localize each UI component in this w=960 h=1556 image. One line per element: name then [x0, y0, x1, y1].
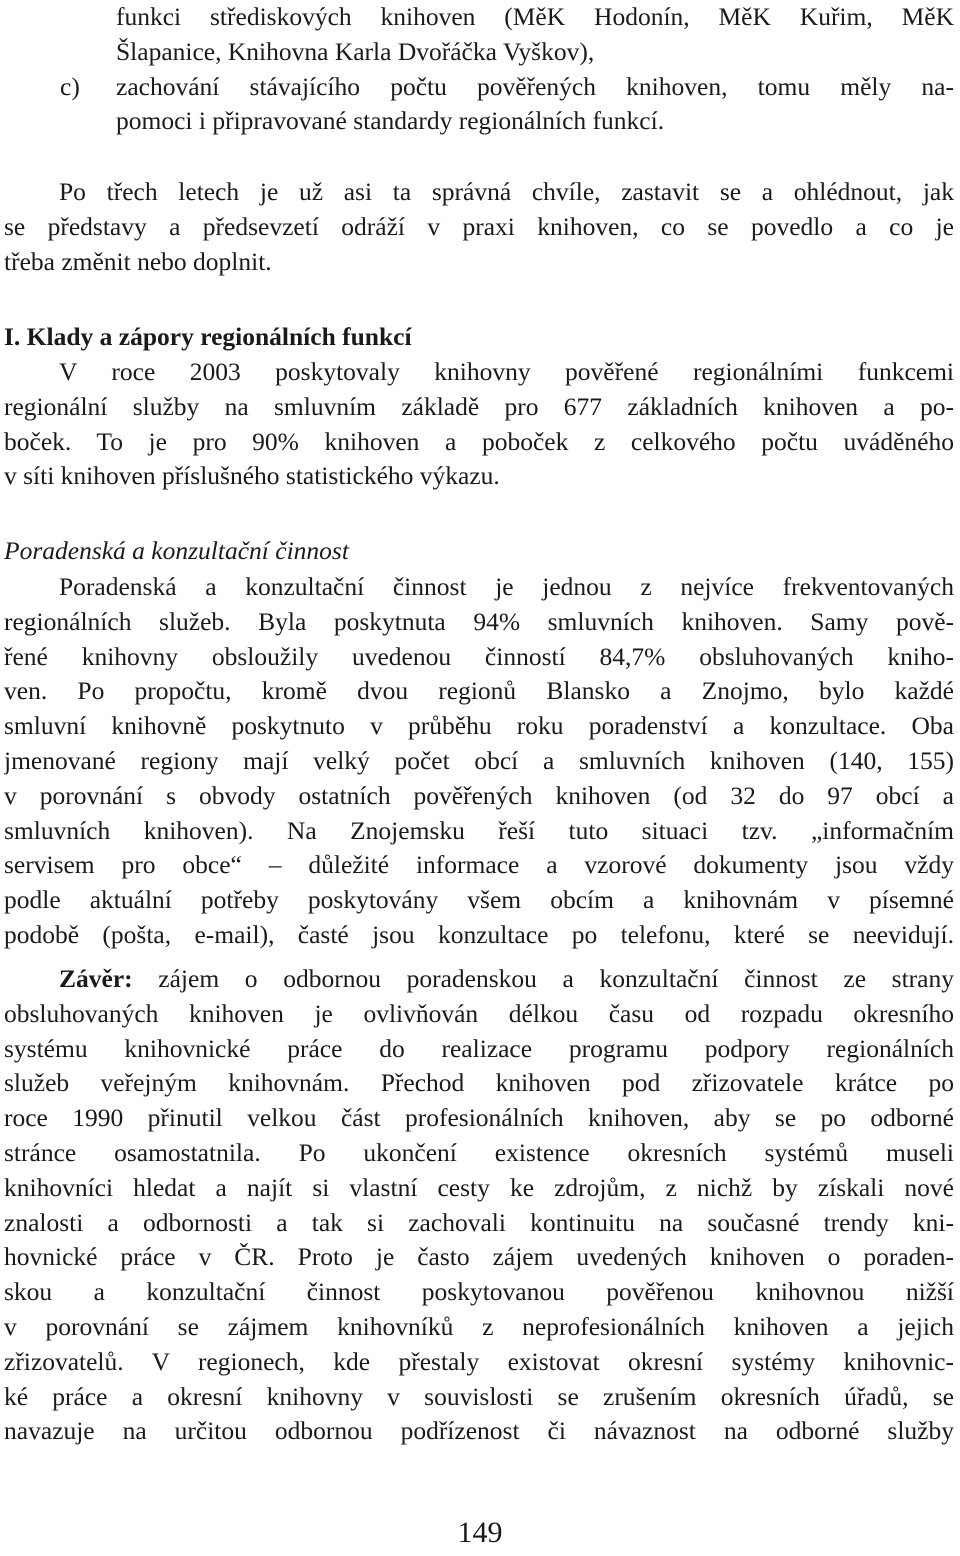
paragraph-line: v porovnání se zájmem knihovníků z neprofesionálních knihoven a jejich — [4, 1311, 954, 1341]
list-continuation — [4, 0, 954, 139]
list-line — [4, 104, 954, 139]
paragraph-line: knihovníci hledat a najít si vlastní cesty ke zdrojům, z nichž by získali nové — [4, 1172, 954, 1202]
list-text: Šlapanice, Knihovna Karla Dvořáčka Vyškov), — [116, 36, 595, 66]
list-text: zachování stávajícího počtu pověřených knihoven, tomu měly na- — [116, 71, 954, 101]
paragraph-line: boček. To je pro 90% knihoven a poboček z celkového počtu uváděného — [4, 426, 954, 456]
paragraph-line: roce 1990 přinutil velkou část profesionálních knihoven, aby se po odborné — [4, 1103, 954, 1133]
paragraph-line: smluvní knihovně poskytnuto v průběhu roku poradenství a konzultace. Oba — [4, 711, 954, 741]
paragraph-line: zřizovatelů. V regionech, kde přestaly existovat okresní systémy knihovnic- — [4, 1346, 954, 1376]
list-marker — [4, 104, 116, 139]
paragraph-line: podobě (pošta, e-mail), časté jsou konzultace po telefonu, které se neevidují. — [4, 919, 954, 949]
section-heading: I. Klady a zápory regionálních funkcí — [4, 322, 412, 351]
paragraph-line: v porovnání s obvody ostatních pověřených knihoven (od 32 do 97 obcí a — [4, 780, 954, 810]
list-line — [4, 70, 954, 105]
paragraph-line: třeba změnit nebo doplnit. — [4, 246, 272, 276]
page-number: 149 — [457, 1516, 503, 1549]
paragraph-line: regionálních služeb. Byla poskytnuta 94% smluvních knihoven. Samy pově- — [4, 606, 954, 636]
consulting-paragraph — [4, 570, 954, 953]
section-one-paragraph — [4, 355, 954, 494]
conclusion-first-line-text: zájem o odbornou poradenskou a konzultační činnost ze strany — [132, 964, 954, 993]
subsection-heading: Poradenská a konzultační činnost — [4, 536, 349, 565]
paragraph-line: Po třech letech je už asi ta správná chvíle, zastavit se a ohlédnout, jak — [59, 177, 954, 206]
list-marker: c) — [60, 71, 80, 101]
paragraph-line: V roce 2003 poskytovaly knihovny pověřené regionálními funkcemi — [59, 357, 954, 386]
paragraph-line: ven. Po propočtu, kromě dvou regionů Blansko a Znojmo, bylo každé — [4, 676, 954, 706]
intro-paragraph — [4, 175, 954, 279]
paragraph-line: hovnické práce v ČR. Proto je často zájem uvedených knihoven o poraden- — [4, 1242, 954, 1272]
list-marker — [4, 35, 116, 70]
paragraph-line: v síti knihoven příslušného statistického výkazu. — [4, 461, 500, 491]
paragraph-line: systému knihovnické práce do realizace programu podpory regionálních — [4, 1033, 954, 1063]
paragraph-line: stránce osamostatnila. Po ukončení existence okresních systémů museli — [4, 1137, 954, 1167]
paragraph-line: řené knihovny obsloužily uvedenou činností 84,7% obsluhovaných kniho- — [4, 641, 954, 671]
list-line — [4, 0, 954, 35]
paragraph-line: podle aktuální potřeby poskytovány všem obcím a knihovnám v písemné — [4, 885, 954, 915]
paragraph-line: smluvních knihoven). Na Znojemsku řeší tuto situaci tzv. „informačním — [4, 815, 954, 845]
paragraph-line: služeb veřejným knihovnám. Přechod knihoven pod zřizovatele krátce po — [4, 1068, 954, 1098]
conclusion-paragraph — [4, 962, 954, 1449]
paragraph-line: navazuje na určitou odbornou podřízenost či návaznost na odborné služby — [4, 1416, 954, 1446]
paragraph-line: jmenované regiony mají velký počet obcí a smluvních knihoven (140, 155) — [4, 745, 954, 775]
list-text: pomoci i připravované standardy regionálních funkcí. — [116, 106, 665, 136]
paragraph-line: Poradenská a konzultační činnost je jednou z nejvíce frekventovaných — [59, 572, 954, 601]
paragraph-line: skou a konzultační činnost poskytovanou pověřenou knihovnou nižší — [4, 1277, 954, 1307]
paragraph-line: obsluhovaných knihoven je ovlivňován délkou času od rozpadu okresního — [4, 998, 954, 1028]
paragraph-line: regionální služby na smluvním základě pro 677 základních knihoven a po- — [4, 391, 954, 421]
conclusion-first-line — [4, 962, 954, 997]
paragraph-line: ké práce a okresní knihovny v souvislosti se zrušením okresních úřadů, se — [4, 1381, 954, 1411]
conclusion-label: Závěr: — [59, 964, 133, 993]
paragraph-line: se představy a předsevzetí odráží v praxi knihoven, co se povedlo a co je — [4, 211, 954, 241]
list-text: funkci střediskových knihoven (MěK Hodonín, MěK Kuřim, MěK — [116, 2, 954, 31]
list-line — [4, 35, 954, 70]
list-marker — [4, 0, 116, 35]
paragraph-line: znalosti a odbornosti a tak si zachovali kontinuitu na současné trendy kni- — [4, 1207, 954, 1237]
paragraph-line: servisem pro obce“ – důležité informace a vzorové dokumenty jsou vždy — [4, 850, 954, 880]
